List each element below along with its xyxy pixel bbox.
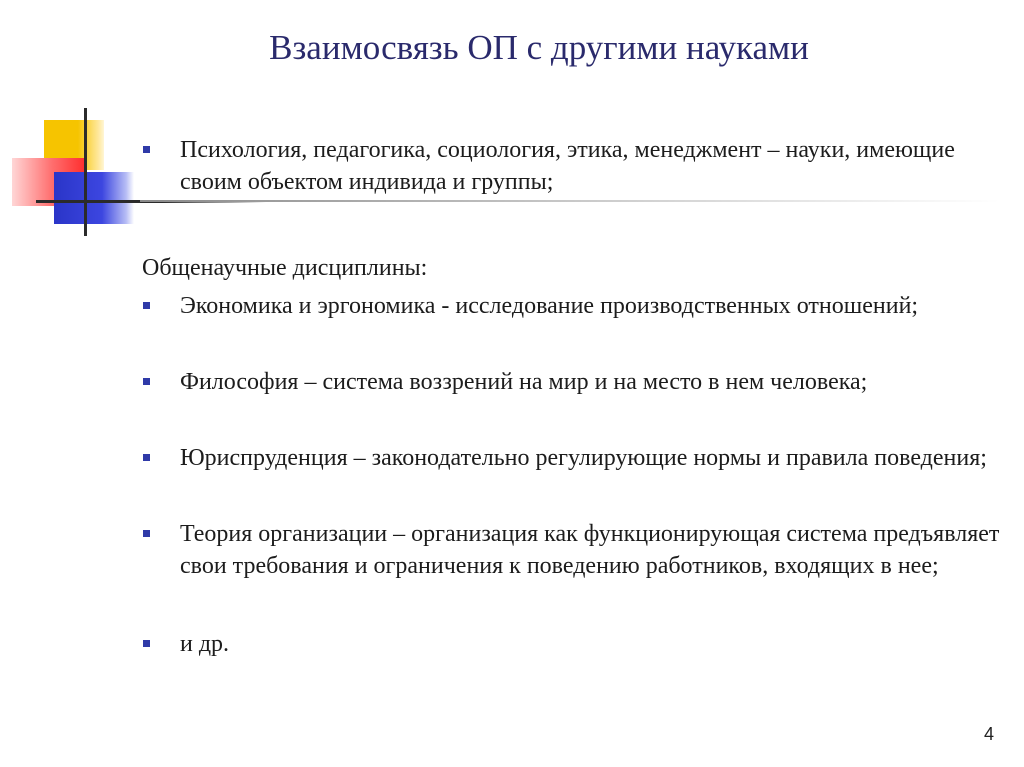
square-bullet-icon — [143, 146, 150, 153]
square-bullet-icon — [143, 640, 150, 647]
square-bullet-icon — [143, 302, 150, 309]
page-number: 4 — [983, 724, 994, 744]
bullet-item — [180, 134, 1000, 198]
bullet-text: Философия – система воззрений на мир и на место в нем человека; — [180, 369, 868, 395]
bullet-item — [180, 290, 1000, 322]
square-bullet-icon — [143, 454, 150, 461]
bullet-text: Теория организации – организация как функционирующая система предъявляет свои требования и ограничения к поведению работников, входящих в нее; — [180, 521, 1000, 579]
slide-title: Взаимосвязь ОП с другими науками — [269, 28, 809, 67]
section-label: Общенаучные дисциплины: — [142, 255, 428, 281]
bullet-item — [180, 628, 1000, 660]
bullet-text: Психология, педагогика, социология, этика, менеджмент – науки, имеющие своим объектом индивида и группы; — [180, 137, 955, 195]
square-bullet-icon — [143, 530, 150, 537]
bullet-item — [180, 366, 1000, 398]
bullet-item — [180, 442, 1000, 474]
bullet-text: Экономика и эргономика - исследование производственных отношений; — [180, 293, 919, 319]
square-bullet-icon — [143, 378, 150, 385]
bullet-text: и др. — [180, 631, 230, 657]
bullet-text: Юриспруденция – законодательно регулирующие нормы и правила поведения; — [180, 445, 987, 471]
bullet-item — [180, 518, 1000, 582]
